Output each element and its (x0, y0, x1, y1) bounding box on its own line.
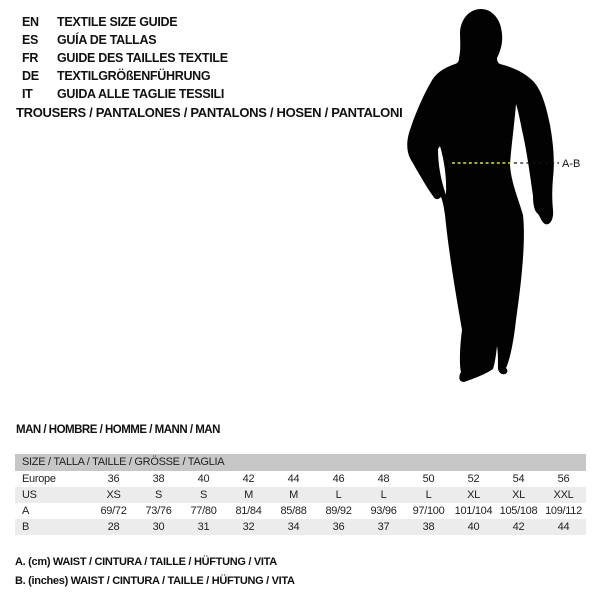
table-row-a-cm (15, 503, 586, 519)
size-cell: M (244, 489, 253, 501)
table-section-title: MAN / HOMBRE / HOMME / MANN / MAN (16, 424, 220, 436)
size-cell: 36 (332, 521, 345, 533)
size-cell: 31 (197, 521, 210, 533)
language-title: TEXTILGRÖßENFÜHRUNG (57, 69, 211, 83)
size-cell: M (289, 489, 298, 501)
size-cell: 44 (557, 521, 570, 533)
size-cell: 34 (287, 521, 300, 533)
size-cell: XL (467, 489, 480, 501)
table-row-us (15, 487, 586, 503)
size-table (15, 454, 586, 535)
table-row-europe (15, 471, 586, 487)
size-cell: L (380, 489, 387, 501)
language-code: DE (22, 69, 39, 83)
size-cell: L (425, 489, 432, 501)
size-cell: XXL (553, 489, 574, 501)
size-cell: 42 (242, 473, 255, 485)
product-category-title: TROUSERS / PANTALONES / PANTALONS / HOSEN / PANTALONI (16, 105, 403, 120)
measure-label: A-B (562, 158, 581, 170)
language-row-de (22, 67, 228, 85)
language-title: GUIDE DES TAILLES TEXTILE (57, 51, 228, 65)
language-code: EN (22, 15, 39, 29)
language-title: GUIDA ALLE TAGLIE TESSILI (57, 87, 225, 101)
size-cell: 28 (107, 521, 120, 533)
size-cell: 32 (242, 521, 255, 533)
size-cell: 40 (197, 473, 210, 485)
language-row-es (22, 31, 228, 49)
size-cell: 52 (467, 473, 480, 485)
size-cell: 48 (377, 473, 390, 485)
row-label: A (22, 505, 30, 517)
language-title: TEXTILE SIZE GUIDE (57, 15, 178, 29)
size-cell: 44 (287, 473, 300, 485)
language-row-fr (22, 49, 228, 67)
size-cell: 37 (377, 521, 390, 533)
man-silhouette (407, 9, 554, 382)
size-cell: 56 (557, 473, 570, 485)
size-table-header: SIZE / TALLA / TAILLE / GRÖSSE / TAGLIA (15, 454, 586, 471)
row-label: B (22, 521, 30, 533)
size-cell: XS (106, 489, 121, 501)
size-cell: L (335, 489, 342, 501)
size-cell: 30 (152, 521, 165, 533)
size-cell: 69/72 (100, 505, 127, 517)
size-cell: 89/92 (325, 505, 352, 517)
note-a-cm: A. (cm) WAIST / CINTURA / TAILLE / HÜFTUNG / VITA (15, 556, 277, 568)
language-code: ES (22, 33, 39, 47)
note-b-inches: B. (inches) WAIST / CINTURA / TAILLE / HÜFTUNG / VITA (15, 575, 295, 587)
size-cell: 40 (467, 521, 480, 533)
language-code: IT (22, 87, 33, 101)
size-cell: S (199, 489, 208, 501)
language-row-en (22, 13, 228, 31)
table-row-b-inches (15, 519, 586, 535)
size-cell: 105/108 (499, 505, 538, 517)
size-cell: 85/88 (280, 505, 307, 517)
size-cell: 42 (512, 521, 525, 533)
language-title: GUÍA DE TALLAS (57, 33, 157, 47)
size-cell: 109/112 (545, 505, 582, 517)
size-cell: 54 (512, 473, 525, 485)
language-code: FR (22, 51, 39, 65)
size-cell: 36 (107, 473, 120, 485)
size-cell: 93/96 (370, 505, 397, 517)
size-cell: S (154, 489, 163, 501)
size-cell: 38 (422, 521, 435, 533)
language-title-block (22, 13, 228, 103)
size-cell: 77/80 (190, 505, 217, 517)
size-cell: 38 (152, 473, 165, 485)
size-cell: 97/100 (412, 505, 445, 517)
size-cell: 46 (332, 473, 345, 485)
size-cell: 73/76 (145, 505, 172, 517)
language-row-it (22, 85, 228, 103)
size-cell: XL (512, 489, 525, 501)
row-label: US (22, 489, 37, 501)
row-label: Europe (22, 473, 56, 485)
measurement-notes (15, 553, 295, 591)
size-cell: 50 (422, 473, 435, 485)
size-cell: 81/84 (235, 505, 262, 517)
size-cell: 101/104 (454, 505, 493, 517)
